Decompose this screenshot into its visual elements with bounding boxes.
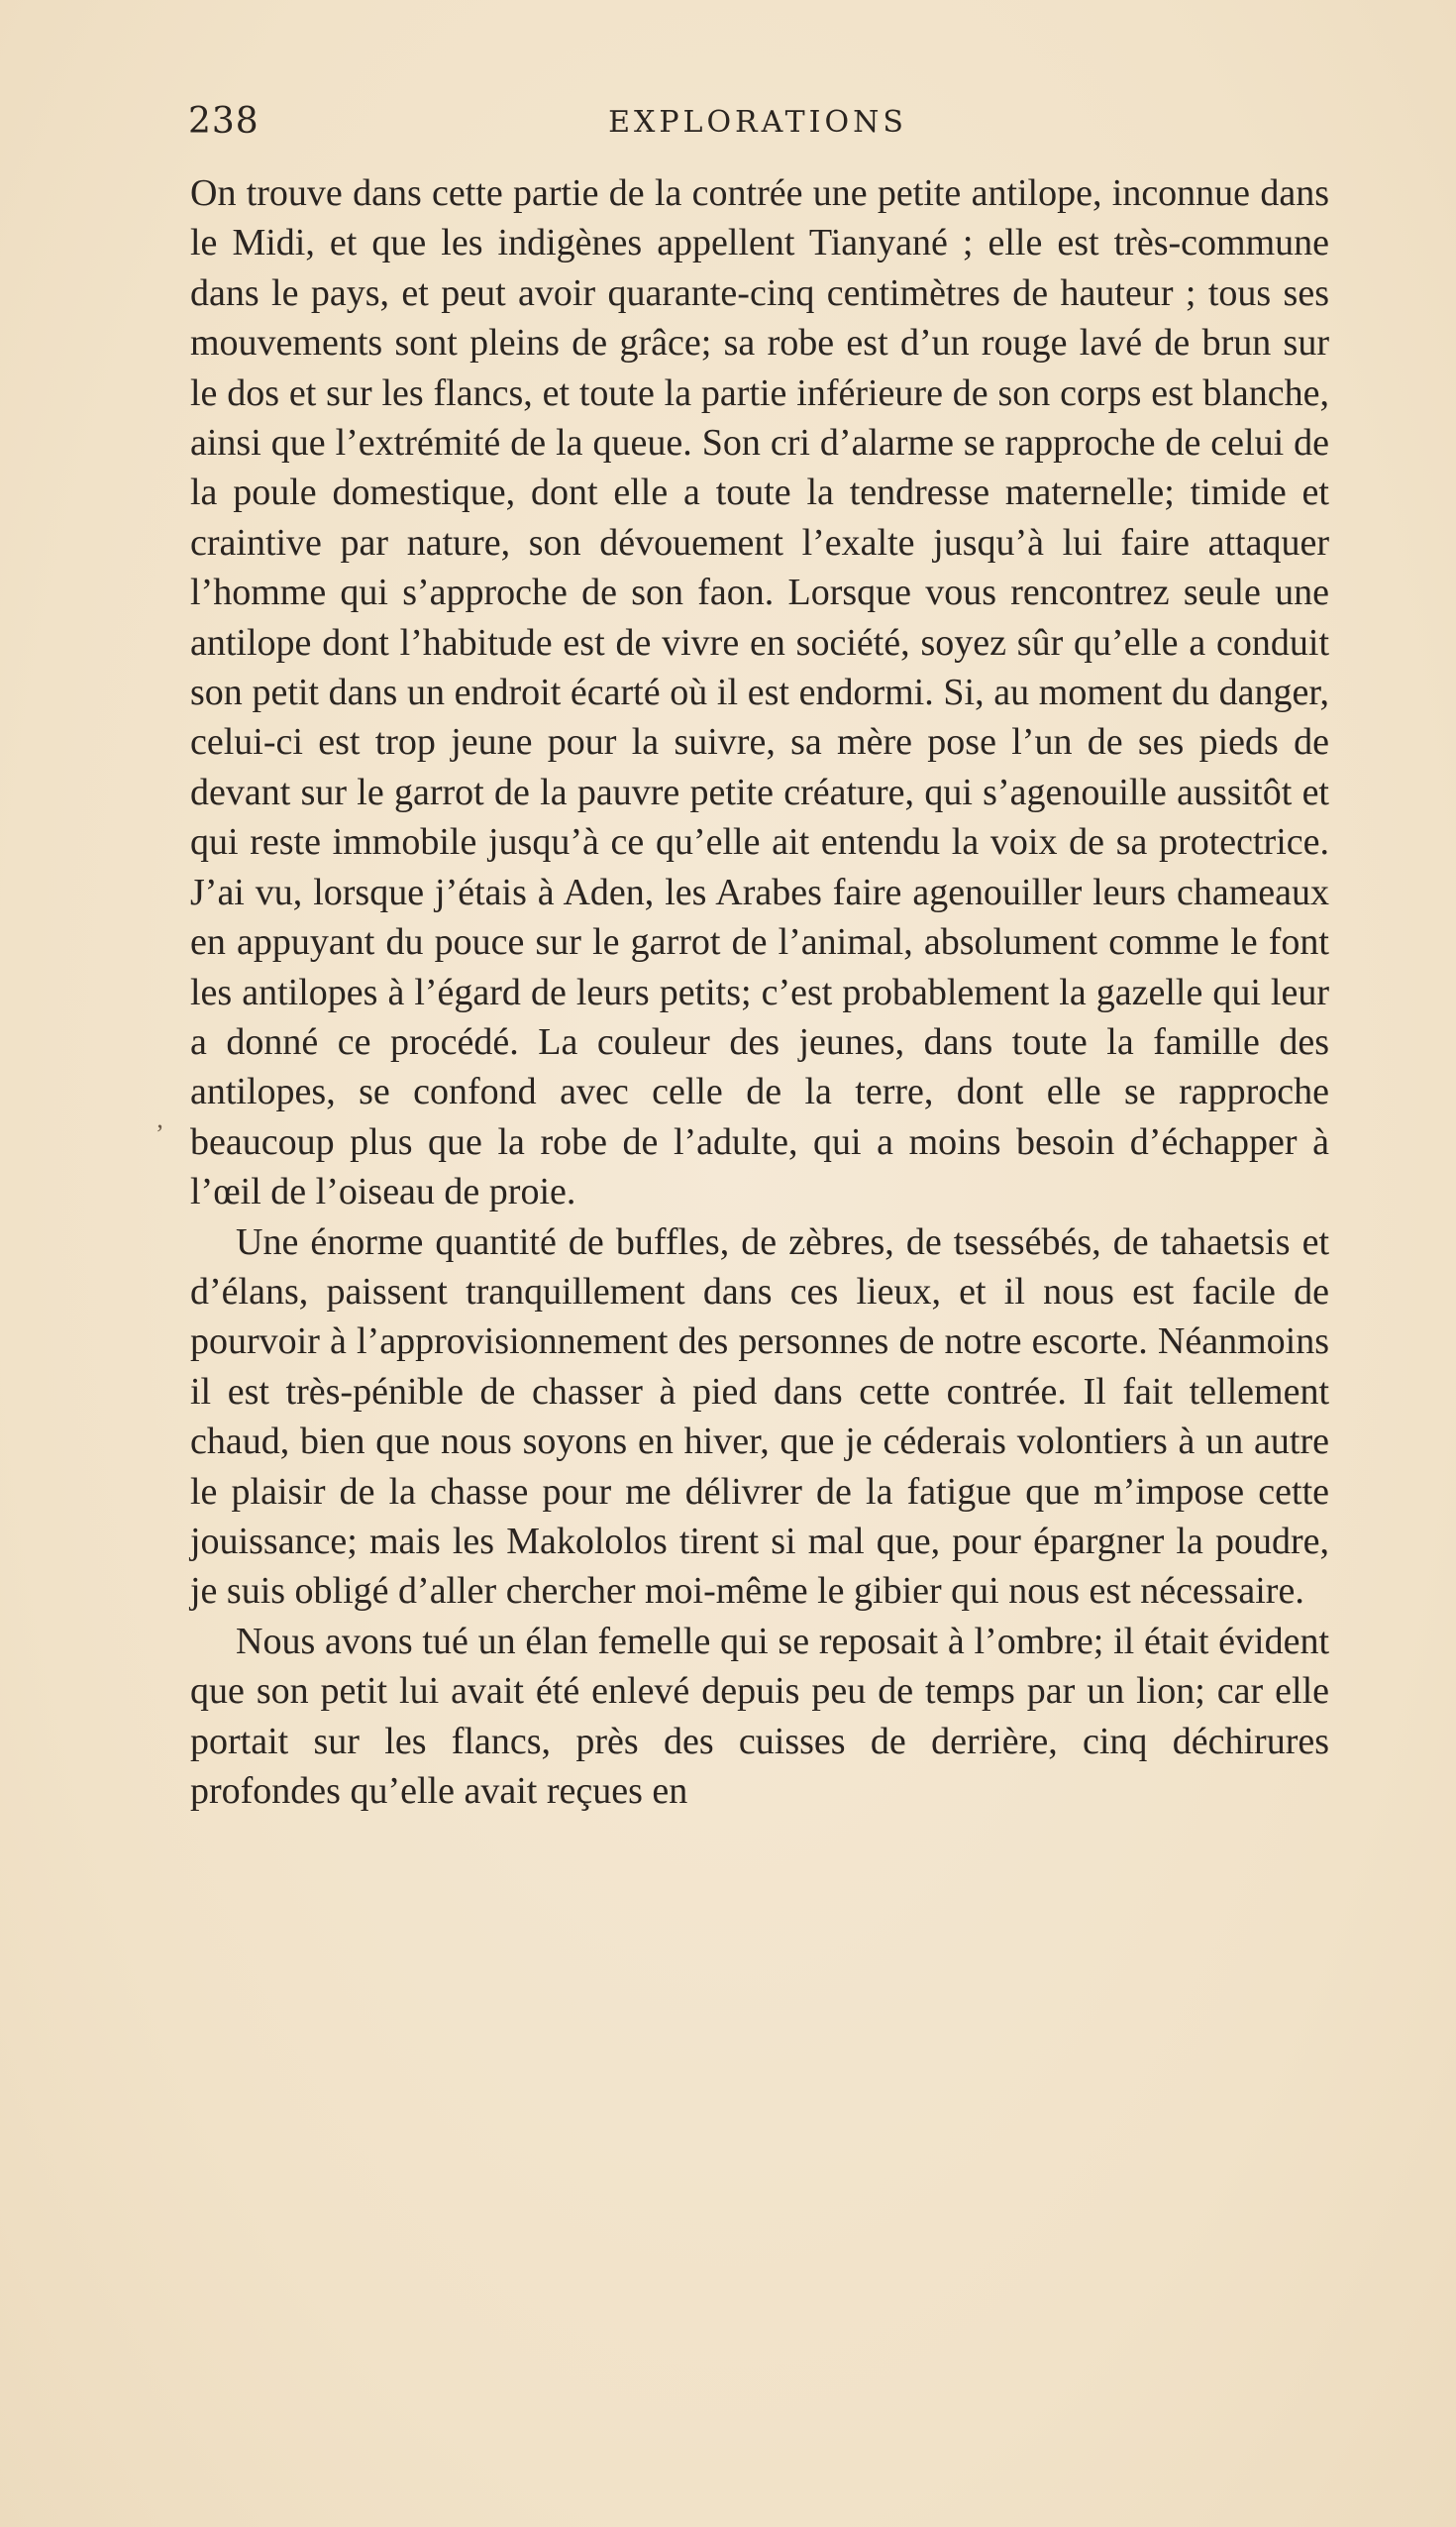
running-title: EXPLORATIONS [608, 105, 907, 140]
margin-mark: ʼ [156, 1119, 164, 1148]
paragraph-antilope: On trouve dans cette partie de la contrée une petite antilope, inconnue dans le Midi, et que les indigènes appellent Tianyané ; elle est très-commune dans le pays, et peut avoir quarante-cinq centimètres de hauteur ; tous ses mouvements sont pleins de grâce; sa robe est d’un rouge lavé de brun sur le dos et sur les flancs, et toute la partie inférieure de son corps est blanche, ainsi que l’extrémité de la queue. Son cri d’alarme se rapproche de celui de la poule domestique, dont elle a toute la tendresse maternelle; timide et craintive par nature, son dévouement l’exalte jusqu’à lui faire attaquer l’homme qui s’approche de son faon. Lorsque vous rencontrez seule une antilope dont l’habitude est de vivre en société, soyez sûr qu’elle a conduit son petit dans un endroit écarté où il est endormi. Si, au moment du danger, celui-ci est trop jeune pour la suivre, sa mère pose l’un de ses pieds de devant sur le garrot de la pauvre petite créature, qui s’agenouille aussitôt et qui reste immobile jusqu’à ce qu’elle ait entendu la voix de sa protectrice. J’ai vu, lorsque j’étais à Aden, les Arabes faire agenouiller leurs chameaux en appuyant du pouce sur le garrot de l’animal, absolument comme le font les antilopes à l’égard de leurs petits; c’est probablement la gazelle qui leur a donné ce procédé. La couleur des jeunes, dans toute la famille des antilopes, se confond avec celle de la terre, dont elle se rapproche beaucoup plus que la robe de l’adulte, qui a moins besoin d’échapper à l’œil de l’oiseau de proie. [190, 172, 1329, 1213]
body-text [190, 168, 1329, 1816]
paragraph-elan: Nous avons tué un élan femelle qui se reposait à l’ombre; il était évident que son petit lui avait été enlevé depuis peu de temps par un lion; car elle portait sur les flancs, près des cuisses de derrière, cinq déchirures profondes qu’elle avait reçues en [190, 1620, 1329, 1812]
running-head [188, 101, 1327, 151]
paragraph-gibier: Une énorme quantité de buffles, de zèbres, de tsessébés, de tahaetsis et d’élans, paissent tranquillement dans ces lieux, et il nous est facile de pourvoir à l’approvisionnement des personnes de notre escorte. Néanmoins il est très-pénible de chasser à pied dans cette contrée. Il fait tellement chaud, bien que nous soyons en hiver, que je céderais volontiers à un autre le plaisir de la chasse pour me délivrer de la fatigue que m’impose cette jouissance; mais les Makololos tirent si mal que, pour épargner la poudre, je suis obligé d’aller chercher moi-même le gibier qui nous est nécessaire. [190, 1220, 1329, 1613]
page-number: 238 [188, 101, 260, 142]
